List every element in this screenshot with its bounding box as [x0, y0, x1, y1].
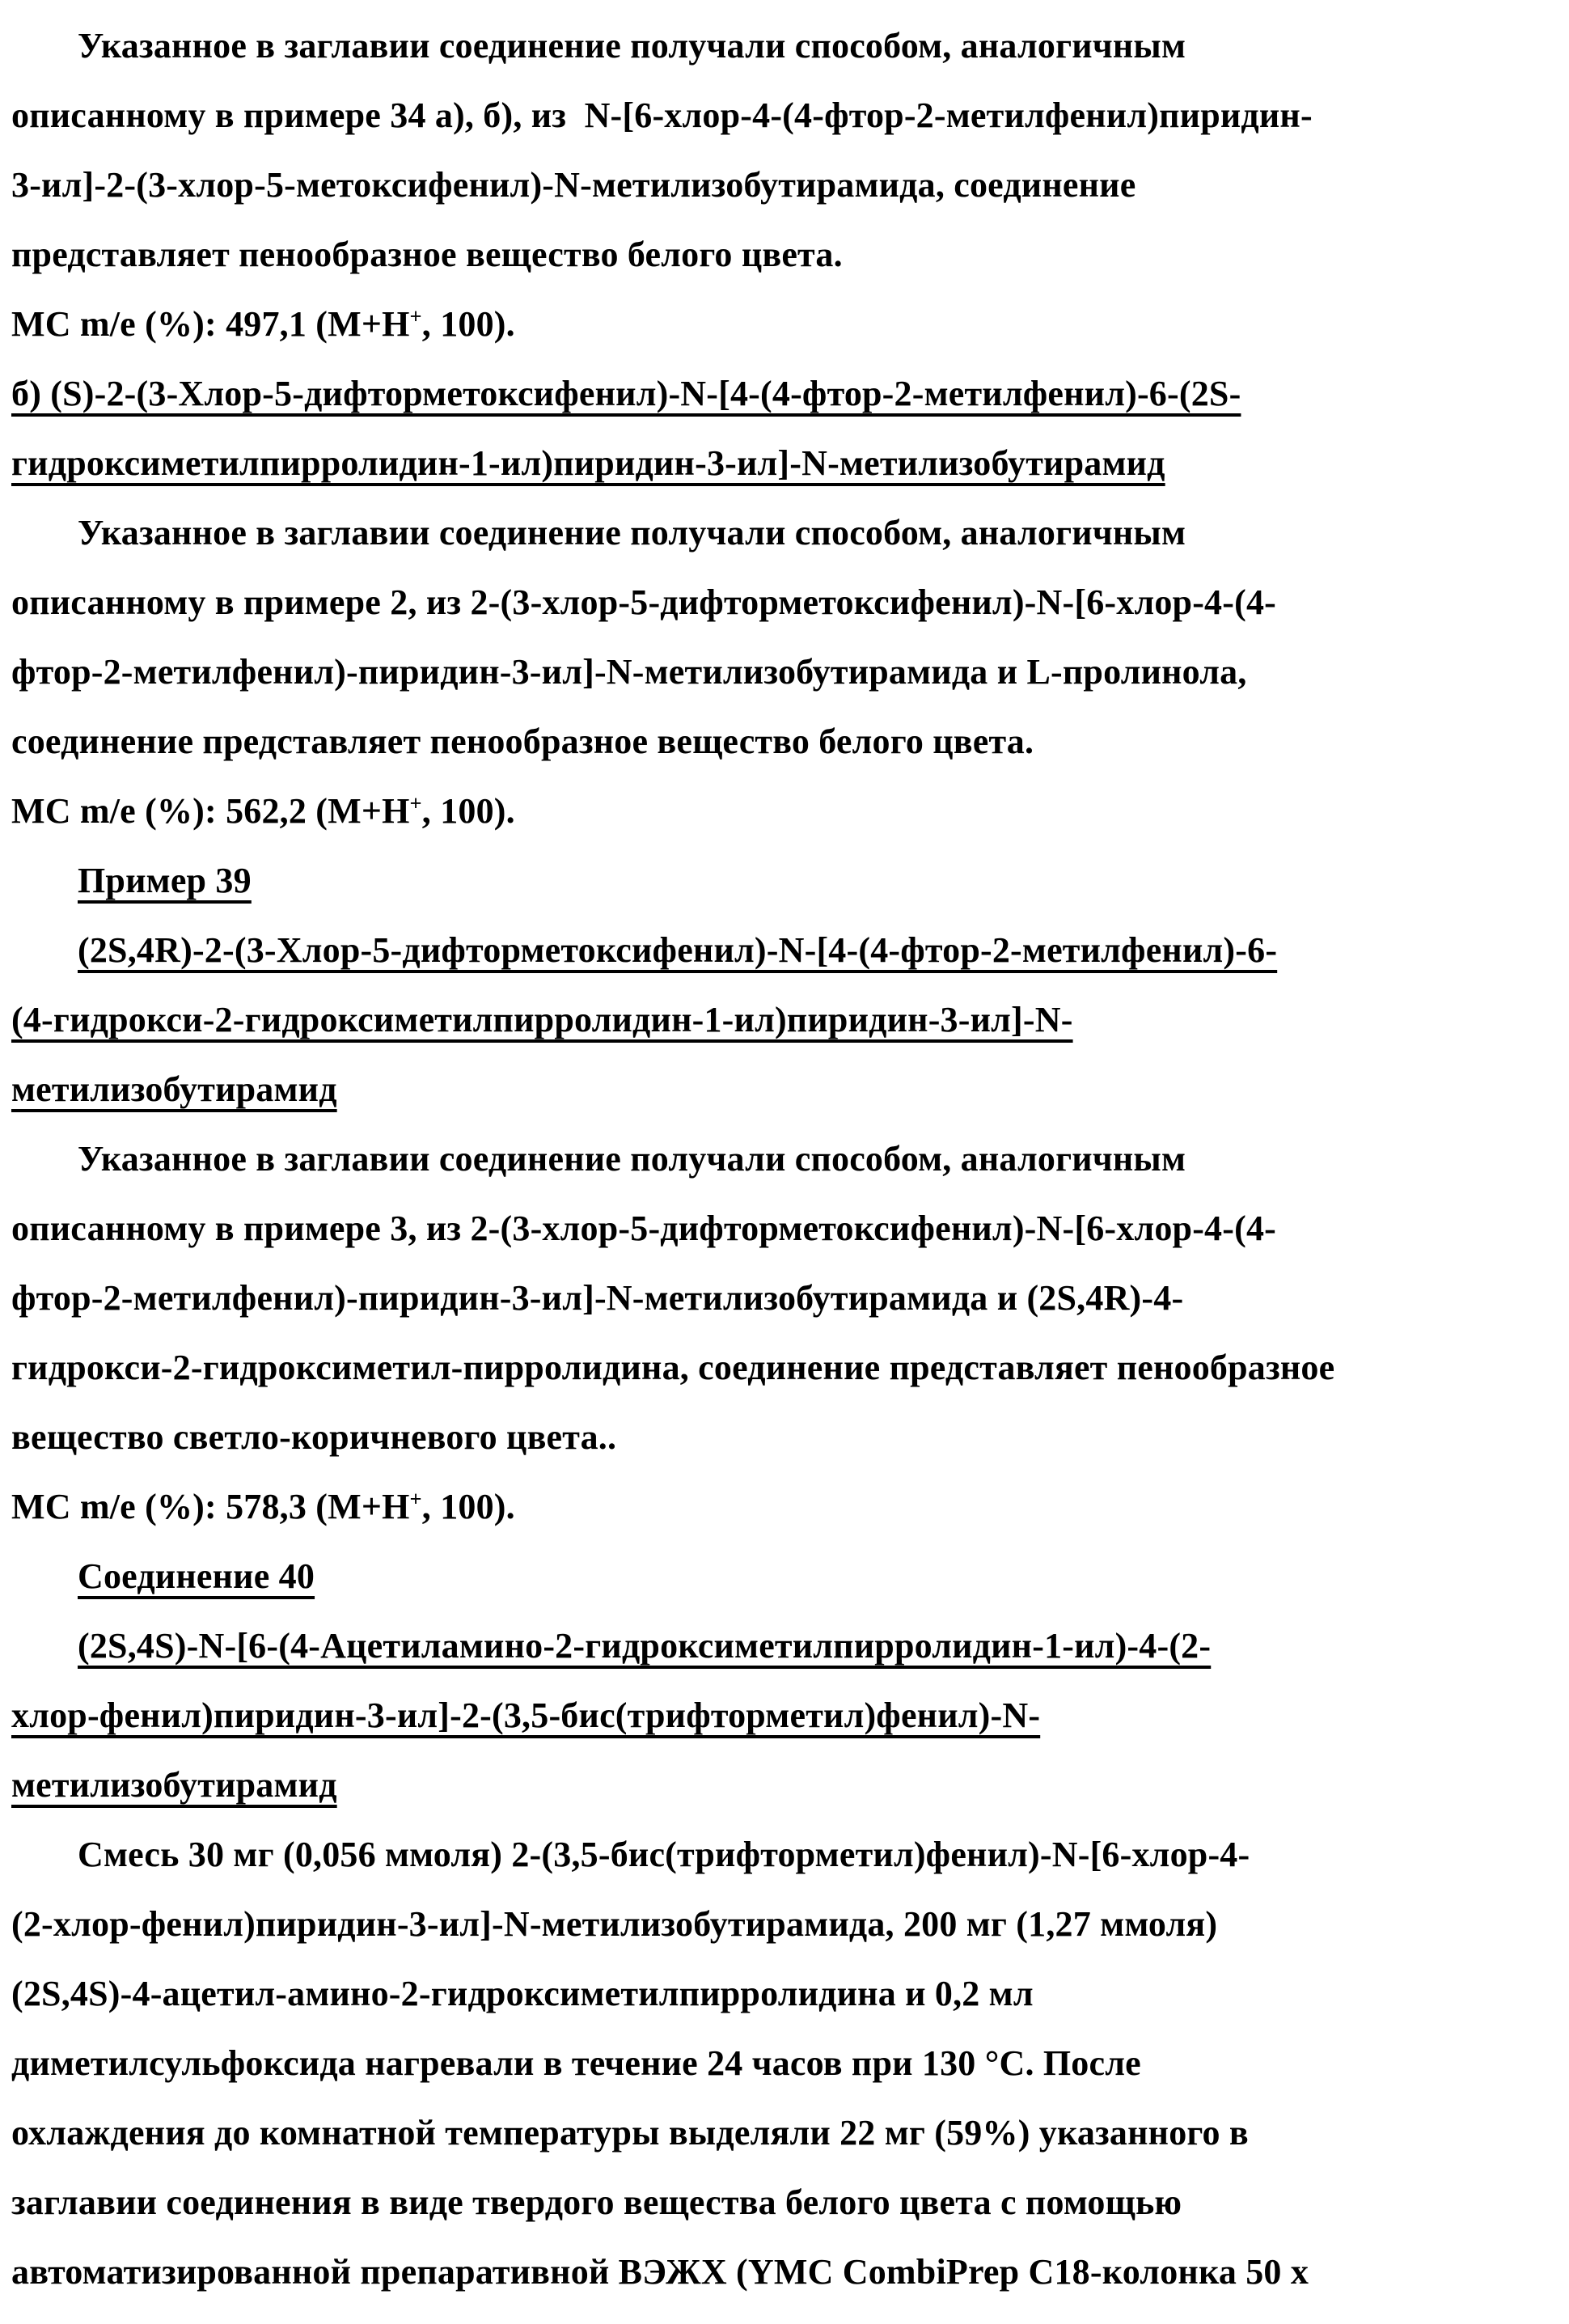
- line-text: охлаждения до комнатной температуры выделяли 22 мг (59%) указанного в: [11, 2113, 1249, 2153]
- line-text: гидрокси-2-гидроксиметил-пирролидина, соединение представляет пенообразное: [11, 1348, 1335, 1387]
- body-text-line: [11, 2098, 1561, 2168]
- superscript-plus: +: [409, 1486, 422, 1511]
- body-text-line: [11, 1124, 1561, 1194]
- line-text: МС m/e (%): 497,1 (М+Н: [11, 304, 410, 344]
- line-text: Смесь 30 мг (0,056 ммоля) 2-(3,5-бис(трифторметил)фенил)-N-[6-хлор-4-: [78, 1835, 1250, 1874]
- body-text-line: [11, 1264, 1561, 1333]
- line-text: заглавии соединения в виде твердого вещества белого цвета с помощью: [11, 2182, 1182, 2222]
- heading-line: [11, 1542, 1561, 1611]
- line-text: Указанное в заглавии соединение получали способом, аналогичным: [78, 513, 1186, 552]
- line-text: представляет пенообразное вещество белого цвета.: [11, 235, 843, 274]
- body-text-line: [11, 707, 1561, 777]
- line-text: описанному в примере 3, из 2-(3-хлор-5-дифторметоксифенил)-N-[6-хлор-4-(4-: [11, 1209, 1277, 1248]
- body-text-line: [11, 777, 1561, 846]
- line-text: (2S,4S)-N-[6-(4-Ацетиламино-2-гидроксиметилпирролидин-1-ил)-4-(2-: [78, 1626, 1212, 1666]
- heading-line: [11, 1750, 1561, 1820]
- line-text: , 100).: [421, 304, 515, 344]
- body-text-line: [11, 637, 1561, 707]
- line-text: фтор-2-метилфенил)-пиридин-3-ил]-N-метилизобутирамида и L-пролинола,: [11, 652, 1247, 692]
- line-text: (2S,4R)-2-(3-Хлор-5-дифторметоксифенил)-N-[4-(4-фтор-2-метилфенил)-6-: [78, 930, 1278, 970]
- heading-line: [11, 985, 1561, 1055]
- line-text: Соединение 40: [78, 1556, 315, 1596]
- body-text-line: [11, 2029, 1561, 2098]
- line-text: вещество светло-коричневого цвета..: [11, 1417, 617, 1457]
- line-text: 3-ил]-2-(3-хлор-5-метоксифенил)-N-метилизобутирамида, соединение: [11, 165, 1136, 205]
- body-text-line: [11, 1890, 1561, 1959]
- line-text: описанному в примере 34 а), б), из N-[6-хлор-4-(4-фтор-2-метилфенил)пиридин-: [11, 95, 1313, 135]
- line-text: метилизобутирамид: [11, 1765, 337, 1805]
- superscript-plus: +: [409, 790, 422, 815]
- line-text: , 100).: [421, 1487, 515, 1526]
- body-text-line: [11, 498, 1561, 568]
- body-text-line: [11, 11, 1561, 81]
- body-text-line: [11, 2168, 1561, 2237]
- line-text: МС m/e (%): 562,2 (М+Н: [11, 791, 410, 831]
- line-text: (2S,4S)-4-ацетил-амино-2-гидроксиметилпирролидина и 0,2 мл: [11, 1974, 1034, 2013]
- body-text-line: [11, 568, 1561, 637]
- body-text-line: [11, 81, 1561, 150]
- heading-line: [11, 359, 1561, 429]
- heading-line: [11, 1611, 1561, 1681]
- heading-line: [11, 429, 1561, 498]
- line-text: Указанное в заглавии соединение получали способом, аналогичным: [78, 1139, 1186, 1179]
- line-text: фтор-2-метилфенил)-пиридин-3-ил]-N-метилизобутирамида и (2S,4R)-4-: [11, 1278, 1184, 1318]
- body-text-line: [11, 1820, 1561, 1890]
- line-text: соединение представляет пенообразное вещество белого цвета.: [11, 722, 1034, 761]
- body-text-line: [11, 1959, 1561, 2029]
- body-text-line: [11, 150, 1561, 220]
- heading-line: [11, 1681, 1561, 1750]
- heading-line: [11, 846, 1561, 916]
- body-text-line: [11, 290, 1561, 359]
- line-text: метилизобутирамид: [11, 1069, 337, 1109]
- line-text: МС m/e (%): 578,3 (М+Н: [11, 1487, 410, 1526]
- line-text: автоматизированной препаративной ВЭЖХ (YMC CombiPrep C18-колонка 50 x: [11, 2252, 1309, 2292]
- body-text-line: [11, 2237, 1561, 2307]
- superscript-plus: +: [409, 303, 422, 328]
- body-text-line: [11, 220, 1561, 290]
- heading-line: [11, 1055, 1561, 1124]
- line-text: Указанное в заглавии соединение получали способом, аналогичным: [78, 26, 1186, 66]
- body-text-line: [11, 1472, 1561, 1542]
- line-text: хлор-фенил)пиридин-3-ил]-2-(3,5-бис(трифторметил)фенил)-N-: [11, 1695, 1041, 1735]
- document-text-block: [11, 11, 1561, 2307]
- line-text: , 100).: [421, 791, 515, 831]
- body-text-line: [11, 1403, 1561, 1472]
- line-text: б) (S)-2-(3-Хлор-5-дифторметоксифенил)-N-[4-(4-фтор-2-метилфенил)-6-(2S-: [11, 374, 1241, 413]
- line-text: диметилсульфоксида нагревали в течение 24 часов при 130 °С. После: [11, 2043, 1141, 2083]
- line-text: (2-хлор-фенил)пиридин-3-ил]-N-метилизобутирамида, 200 мг (1,27 ммоля): [11, 1904, 1218, 1944]
- body-text-line: [11, 1333, 1561, 1403]
- line-text: (4-гидрокси-2-гидроксиметилпирролидин-1-ил)пиридин-3-ил]-N-: [11, 1000, 1073, 1039]
- line-text: описанному в примере 2, из 2-(3-хлор-5-дифторметоксифенил)-N-[6-хлор-4-(4-: [11, 582, 1277, 622]
- line-text: Пример 39: [78, 861, 252, 900]
- line-text: гидроксиметилпирролидин-1-ил)пиридин-3-ил]-N-метилизобутирамид: [11, 443, 1165, 483]
- heading-line: [11, 916, 1561, 985]
- body-text-line: [11, 1194, 1561, 1264]
